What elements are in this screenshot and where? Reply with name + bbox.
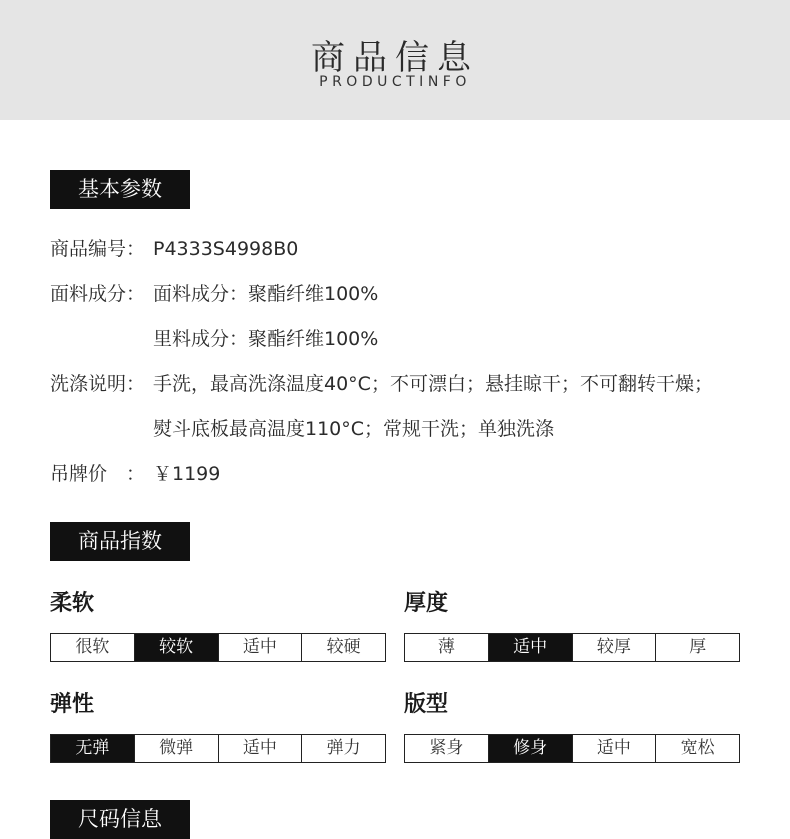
index-option-selected: 较软 <box>135 634 219 661</box>
index-scale-elasticity <box>50 734 386 763</box>
index-scale-softness <box>50 633 386 662</box>
param-key: 商品编号： <box>50 238 146 260</box>
index-option-selected: 无弹 <box>51 735 135 762</box>
index-option-selected: 适中 <box>489 634 573 661</box>
param-value: 里料成分：聚酯纤维100% <box>153 328 379 350</box>
index-title-softness: 柔软 <box>50 591 95 616</box>
param-key: 吊牌价 ： <box>50 463 146 485</box>
param-row-product-code <box>50 237 298 261</box>
param-row-tag-price <box>50 462 220 486</box>
index-option: 适中 <box>219 735 303 762</box>
index-option: 较硬 <box>326 637 361 657</box>
param-key: 面料成分： <box>50 283 146 305</box>
param-row-washing <box>50 372 713 396</box>
section-label-index: 商品指数 <box>50 522 190 561</box>
param-value: 面料成分：聚酯纤维100% <box>153 283 379 305</box>
index-option: 适中 <box>573 735 657 762</box>
product-info-header <box>0 0 790 120</box>
header-subtitle: PRODUCTINFO <box>319 74 471 90</box>
index-scale-fit <box>404 734 740 763</box>
index-option: 很软 <box>51 634 135 661</box>
index-option-selected: 修身 <box>489 735 573 762</box>
section-label-basic: 基本参数 <box>50 170 190 209</box>
index-option: 薄 <box>405 634 489 661</box>
section-label-size-info: 尺码信息 <box>50 800 190 839</box>
index-option: 较厚 <box>573 634 657 661</box>
index-option: 紧身 <box>405 735 489 762</box>
param-value: P4333S4998B0 <box>153 238 299 260</box>
param-value: ￥1199 <box>153 463 221 485</box>
param-row-fabric <box>50 282 378 306</box>
param-row-washing-cont <box>153 417 554 441</box>
index-option: 弹力 <box>326 738 361 758</box>
param-row-lining <box>153 327 378 351</box>
index-title-thickness: 厚度 <box>404 591 449 616</box>
index-option: 宽松 <box>680 738 715 758</box>
param-key: 洗涤说明： <box>50 373 146 395</box>
index-option: 适中 <box>219 634 303 661</box>
index-title-elasticity: 弹性 <box>50 692 95 717</box>
index-scale-thickness <box>404 633 740 662</box>
param-value: 手洗，最高洗涤温度40°C；不可漂白；悬挂晾干；不可翻转干燥； <box>153 373 713 395</box>
index-title-fit: 版型 <box>404 692 449 717</box>
index-option: 厚 <box>689 637 707 657</box>
index-option: 微弹 <box>135 735 219 762</box>
header-title: 商品信息 <box>311 38 479 78</box>
param-value: 熨斗底板最高温度110°C；常规干洗；单独洗涤 <box>153 418 555 440</box>
